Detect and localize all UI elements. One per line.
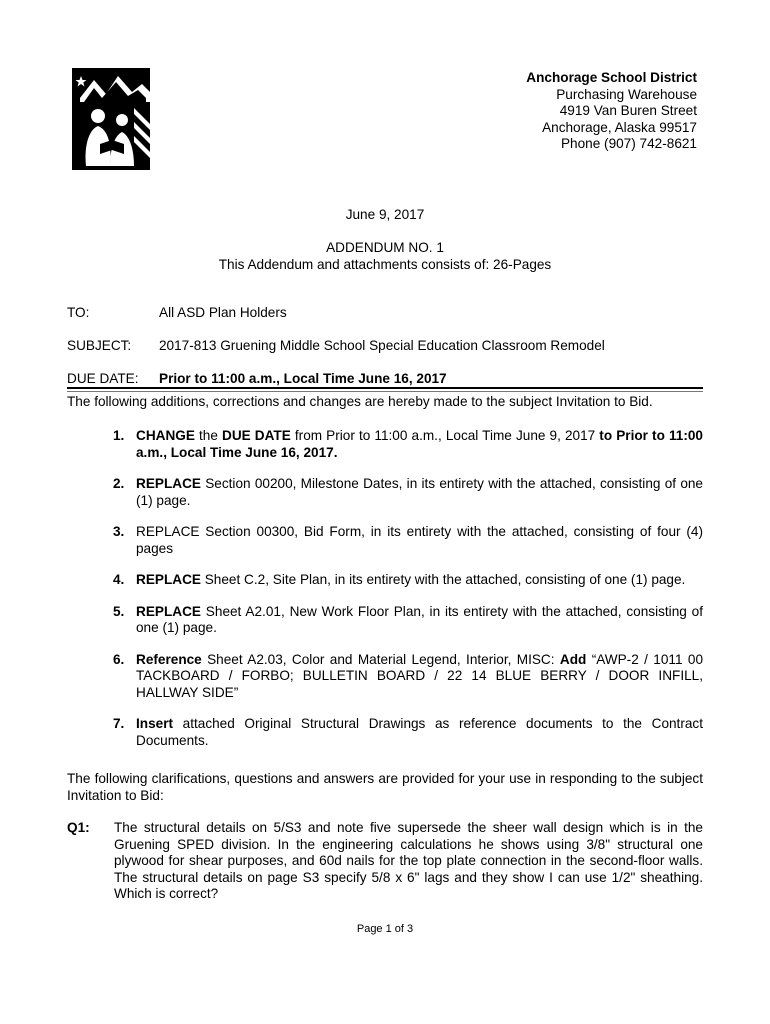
due-date-value: Prior to 11:00 a.m., Local Time June 16, 2017	[159, 371, 447, 386]
list-item	[113, 604, 703, 637]
item-text: Sheet C.2, Site Plan, in its entirety with the attached, consisting of one (1) page.	[200, 572, 686, 587]
item-text: attached Original Structural Drawings as reference documents to the Contract Documents.	[136, 716, 703, 748]
item-number: 6.	[113, 651, 125, 667]
item-keyword: REPLACE	[136, 603, 201, 619]
item-text: Section 00200, Milestone Dates, in its entirety with the attached, consisting of one (1) page.	[136, 476, 703, 508]
item-text: from Prior to 11:00 a.m., Local Time June 9, 2017	[290, 428, 600, 443]
question-label: Q1:	[67, 820, 90, 835]
item-keyword: Reference	[136, 651, 202, 667]
letterhead	[526, 70, 697, 153]
to-label: TO:	[67, 305, 90, 320]
page-number: Page 1 of 3	[356, 923, 414, 935]
intro-text: The following additions, corrections and changes are hereby made to the subject Invitation to Bid.	[67, 394, 653, 409]
item-keyword: Insert	[136, 716, 174, 731]
item-number: 4.	[113, 572, 125, 587]
to-field	[67, 305, 287, 320]
phone-number: Phone (907) 742-8621	[560, 136, 697, 151]
due-date-label: DUE DATE:	[67, 371, 139, 386]
item-text: Sheet A2.03, Color and Material Legend, Interior, MISC:	[201, 651, 560, 667]
item-number: 5.	[113, 603, 125, 619]
street-address: 4919 Van Buren Street	[559, 103, 697, 118]
addendum-subtitle: This Addendum and attachments consists of: 26-Pages	[218, 257, 552, 272]
document-date: June 9, 2017	[345, 207, 425, 222]
list-item	[113, 428, 703, 461]
department: Purchasing Warehouse	[556, 86, 697, 102]
district-logo	[72, 68, 150, 170]
clarifications-intro: The following clarifications, questions and answers are provided for your use in responding to the subject Invitation to Bid:	[67, 771, 703, 803]
item-text: the	[194, 428, 223, 443]
item-keyword: to Prior to 11:00 a.m., Local Time June 16, 2017.	[136, 428, 703, 460]
list-item	[113, 476, 703, 509]
city-state-zip: Anchorage, Alaska 99517	[542, 119, 697, 135]
item-number: 3.	[113, 524, 125, 539]
change-list	[113, 428, 703, 764]
question-text: The structural details on 5/S3 and note five supersede the sheer wall design which is in the Gruening SPED division. In the engineering calculations he shows using 3/8" structural one plywood for shear purposes, and 60d nails for the top plate connection in the second-floor walls. The structural details on page S3 specify 5/8 x 6" lags and they show I can use 1/2" sheathing. Which is correct?	[114, 820, 703, 901]
due-date-field	[67, 371, 703, 389]
item-number: 7.	[113, 716, 125, 731]
addendum-title: ADDENDUM NO. 1	[326, 240, 444, 255]
item-number: 1.	[113, 428, 125, 443]
subject-label: SUBJECT:	[67, 338, 132, 353]
list-item	[113, 572, 703, 589]
to-value: All ASD Plan Holders	[159, 305, 287, 320]
item-number: 2.	[113, 476, 125, 491]
item-text: “AWP-2 / 1011 00 TACKBOARD / FORBO; BULLETIN BOARD / 22 14 BLUE BERRY / DOOR INFILL, HALLWAY SIDE”	[136, 651, 704, 700]
org-name: Anchorage School District	[526, 70, 697, 85]
item-text: REPLACE Section 00300, Bid Form, in its entirety with the attached, consisting of four (4) pages	[136, 524, 703, 556]
item-keyword: DUE DATE	[222, 428, 291, 443]
list-item	[113, 524, 703, 557]
item-text: Sheet A2.01, New Work Floor Plan, in its entirety with the attached, consisting of one (1) page.	[136, 603, 703, 635]
list-item	[113, 652, 703, 702]
list-item	[113, 716, 703, 749]
item-keyword: CHANGE	[136, 428, 195, 443]
subject-field	[67, 338, 605, 353]
item-keyword: Add	[559, 651, 587, 667]
subject-value: 2017-813 Gruening Middle School Special Education Classroom Remodel	[159, 338, 605, 353]
item-keyword: REPLACE	[136, 572, 201, 587]
item-keyword: REPLACE	[136, 476, 201, 491]
